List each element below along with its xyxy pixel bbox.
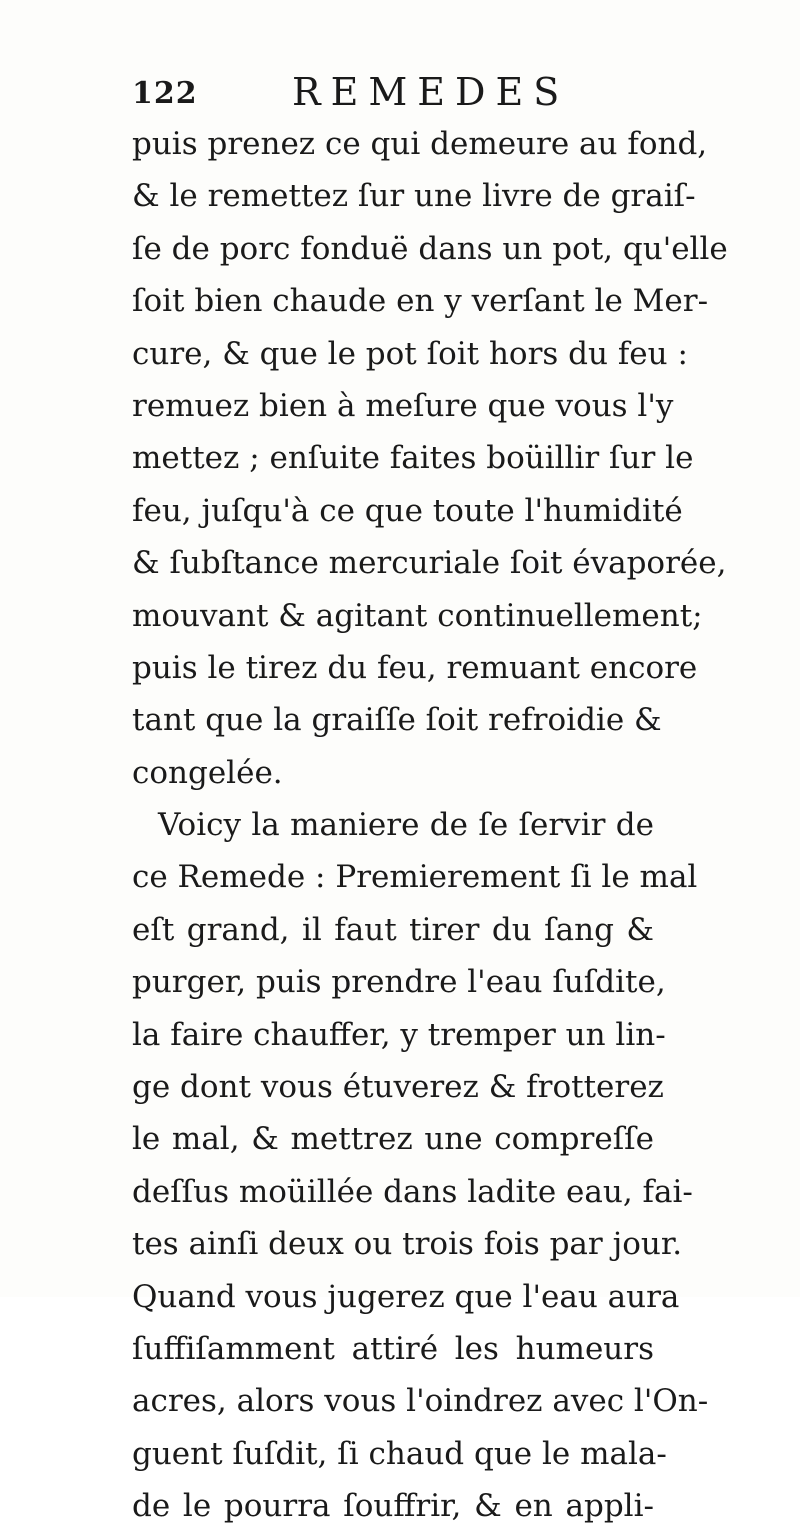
- text-line: guent ſuſdit, ſi chaud que le mala-: [132, 1435, 667, 1472]
- text-line: & ſubſtance mercuriale ſoit évaporée,: [132, 545, 727, 582]
- text-line: Quand vous jugerez que l'eau aura: [132, 1278, 680, 1315]
- text-line: eſt grand, il faut tirer du ſang &: [132, 911, 654, 948]
- text-line: congelée.: [132, 754, 283, 791]
- text-line: la faire chauffer, y tremper un lin-: [132, 1016, 666, 1053]
- text-line: ſuffiſamment attiré les humeurs: [132, 1330, 654, 1367]
- text-line: remuez bien à meſure que vous l'y: [132, 387, 674, 424]
- text-line: mouvant & agitant continuellement;: [132, 597, 703, 634]
- text-line: de le pourra ſouffrir, & en appli-: [132, 1488, 654, 1525]
- text-line: ſoit bien chaude en y verſant le Mer-: [132, 283, 709, 320]
- page-header: [132, 70, 652, 120]
- text-line: puis prenez ce qui demeure au fond,: [132, 126, 708, 162]
- text-line: ſe de porc fonduë dans un pot, qu'elle: [132, 230, 728, 267]
- running-head: REMEDES: [292, 70, 570, 114]
- text-line: deſſus moüillée dans ladite eau, fai-: [132, 1173, 693, 1210]
- body-text: [132, 118, 728, 1533]
- text-line: cure, & que le pot ſoit hors du feu :: [132, 335, 688, 372]
- text-line: tant que la graiſſe ſoit refroidie &: [132, 702, 662, 739]
- text-line: feu, juſqu'à ce que toute l'humidité: [132, 492, 683, 529]
- text-line: mettez ; enſuite faites boüillir ſur le: [132, 440, 694, 477]
- text-line: puis le tirez du feu, remuant encore: [132, 649, 698, 686]
- text-line: & le remettez ſur une livre de graiſ-: [132, 178, 696, 215]
- text-line: le mal, & mettrez une compreſſe: [132, 1121, 654, 1158]
- text-line: ge dont vous étuverez & frotterez: [132, 1069, 664, 1106]
- text-line: purger, puis prendre l'eau ſuſdite,: [132, 964, 666, 1001]
- text-line: Voicy la maniere de ſe ſervir de: [158, 807, 654, 844]
- text-line: acres, alors vous l'oindrez avec l'On-: [132, 1383, 709, 1420]
- text-line: tes ainſi deux ou trois fois par jour.: [132, 1226, 683, 1263]
- page-number: 122: [132, 76, 198, 111]
- text-line: ce Remede : Premierement ſi le mal: [132, 859, 698, 896]
